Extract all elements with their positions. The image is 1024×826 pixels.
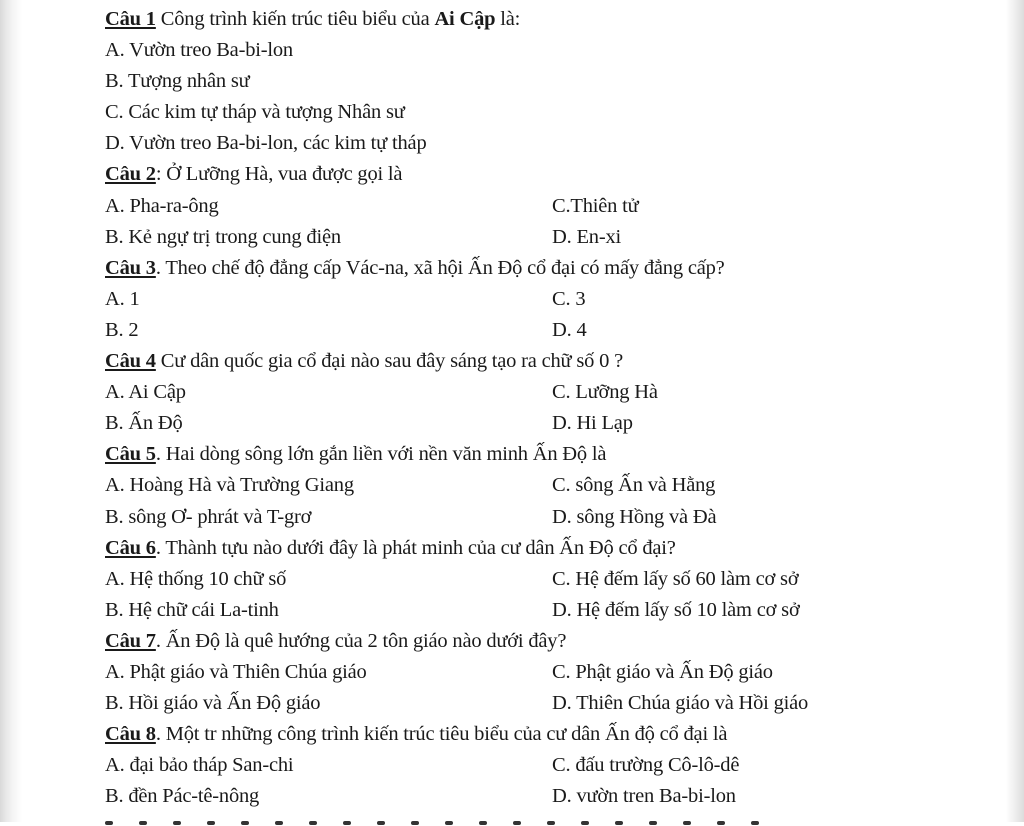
option-d: D. En-xi <box>552 225 621 248</box>
question-text: Cư dân quốc gia cổ đại nào sau đây sáng tạo ra chữ số 0 ? <box>155 350 624 373</box>
question-text: Công trình kiến trúc tiêu biểu của <box>155 8 435 30</box>
question-label: Câu 4 <box>105 350 156 373</box>
option-d: D. Vườn treo Ba-bi-lon, các kim tự tháp <box>105 132 427 155</box>
question-8 <box>105 719 905 750</box>
page-shadow-right <box>1006 0 1024 822</box>
question-1 <box>105 4 905 35</box>
question-6 <box>105 533 905 564</box>
option-d: D. Hệ đếm lấy số 10 làm cơ sở <box>552 598 800 621</box>
option-line <box>105 222 905 253</box>
question-4 <box>105 346 905 377</box>
option-b: B. Hệ chữ cái La-tinh <box>105 598 279 621</box>
question-7 <box>105 626 905 657</box>
option-b: B. Kẻ ngự trị trong cung điện <box>105 225 341 248</box>
option-c: C. Hệ đếm lấy số 60 làm cơ sở <box>552 567 799 590</box>
question-text: . Hai dòng sông lớn gắn liền với nền văn minh Ấn Độ là <box>155 443 607 466</box>
option-a: A. Pha-ra-ông <box>105 194 219 217</box>
question-3 <box>105 253 905 284</box>
option-b: B. 2 <box>105 318 139 341</box>
document-body <box>105 4 905 812</box>
option-c: C. đấu trường Cô-lô-dê <box>552 754 740 777</box>
option-line <box>105 595 905 626</box>
option-a: A. Ai Cập <box>105 381 186 404</box>
option-line <box>105 284 905 315</box>
option-a: A. Vườn treo Ba-bi-lon <box>105 39 293 62</box>
option-a: A. Hệ thống 10 chữ số <box>105 567 287 590</box>
option-line <box>105 191 905 222</box>
question-label: Câu 7 <box>105 629 156 652</box>
question-emphasis: Ai Cập <box>434 8 496 30</box>
option-line <box>105 128 905 159</box>
question-label: Câu 2 <box>105 163 156 186</box>
question-2 <box>105 159 905 190</box>
question-text: : Ở Lưỡng Hà, vua được gọi là <box>155 163 403 186</box>
question-text: . Theo chế độ đẳng cấp Vác-na, xã hội Ấn Độ cổ đại có mấy đẳng cấp? <box>155 256 725 279</box>
question-5 <box>105 439 905 470</box>
option-line <box>105 750 905 781</box>
cropped-next-line <box>105 812 805 826</box>
option-line <box>105 688 905 719</box>
option-c: C. Lưỡng Hà <box>552 381 658 404</box>
option-d: D. Hi Lạp <box>552 412 633 435</box>
question-text: . Ấn Độ là quê hướng của 2 tôn giáo nào dưới đây? <box>155 629 567 652</box>
option-a: A. đại bảo tháp San-chi <box>105 754 294 777</box>
option-line <box>105 315 905 346</box>
question-label: Câu 3 <box>105 256 156 279</box>
option-d: D. sông Hồng và Đà <box>552 505 717 528</box>
option-line <box>105 470 905 501</box>
option-c: C. 3 <box>552 287 586 310</box>
option-a: A. Hoàng Hà và Trường Giang <box>105 474 354 497</box>
option-line <box>105 35 905 66</box>
option-b: B. Tượng nhân sư <box>105 70 250 93</box>
question-text: . Một tr những công trình kiến trúc tiêu biểu của cư dân Ấn độ cổ đại là <box>155 723 728 746</box>
option-line <box>105 377 905 408</box>
option-b: B. đền Pác-tê-nông <box>105 785 260 808</box>
question-label: Câu 5 <box>105 443 156 466</box>
option-b: B. Hồi giáo và Ấn Độ giáo <box>105 692 321 715</box>
option-line <box>105 408 905 439</box>
question-text-end: là: <box>495 8 521 30</box>
option-line <box>105 66 905 97</box>
option-c: C.Thiên tử <box>552 194 639 217</box>
option-line <box>105 564 905 595</box>
option-b: B. Ấn Độ <box>105 412 183 435</box>
option-b: B. sông Ơ- phrát và T-grơ <box>105 505 312 528</box>
option-a: A. 1 <box>105 287 140 310</box>
option-line <box>105 502 905 533</box>
option-d: D. vườn tren Ba-bi-lon <box>552 785 736 808</box>
option-c: C. Phật giáo và Ấn Độ giáo <box>552 660 773 683</box>
question-label: Câu 6 <box>105 536 156 559</box>
page-shadow-left <box>0 0 22 822</box>
option-c: C. sông Ấn và Hằng <box>552 474 716 497</box>
option-line <box>105 781 905 812</box>
option-c: C. Các kim tự tháp và tượng Nhân sư <box>105 101 405 124</box>
option-a: A. Phật giáo và Thiên Chúa giáo <box>105 660 367 683</box>
option-d: D. 4 <box>552 318 587 341</box>
question-label: Câu 8 <box>105 723 156 746</box>
option-line <box>105 97 905 128</box>
option-d: D. Thiên Chúa giáo và Hồi giáo <box>552 692 809 715</box>
question-text: . Thành tựu nào dưới đây là phát minh của cư dân Ấn Độ cổ đại? <box>155 536 676 559</box>
option-line <box>105 657 905 688</box>
question-label: Câu 1 <box>105 8 156 30</box>
